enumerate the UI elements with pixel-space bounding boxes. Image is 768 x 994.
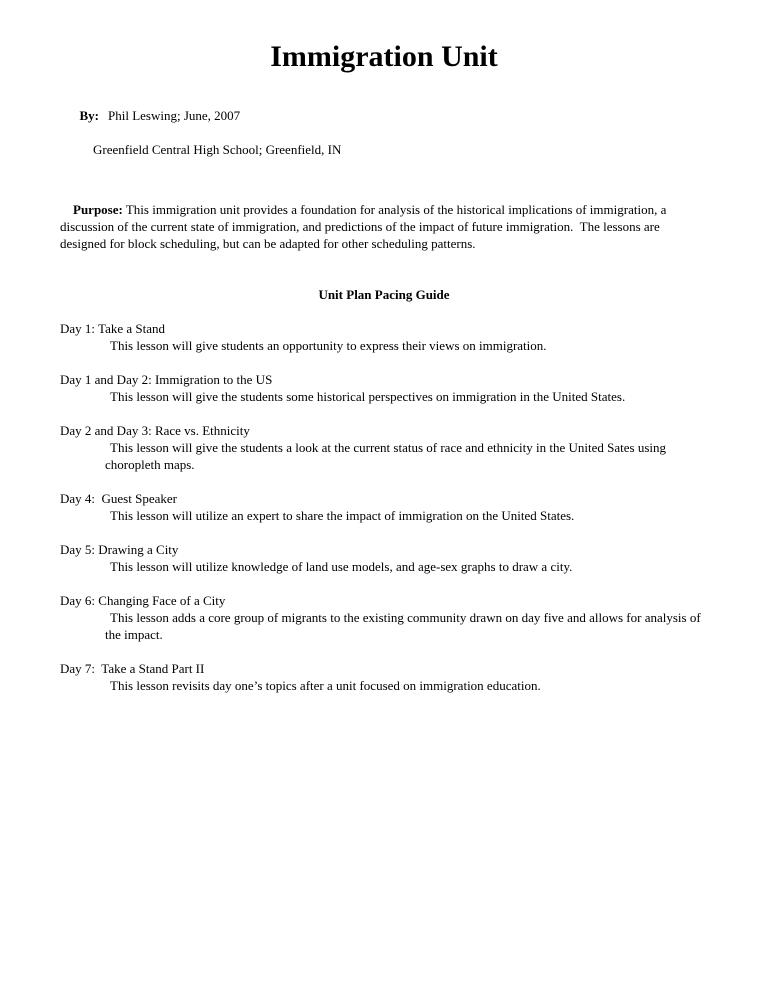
- day-block-3: [60, 422, 708, 473]
- purpose-paragraph: [60, 184, 708, 269]
- day-block-5: [60, 541, 708, 575]
- purpose-text: This immigration unit provides a foundation for analysis of the historical implications of immigration, a discussion of the current state of immigration, and predictions of the impact of future immigration. The lessons are designed for block scheduling, but can be adapted for other scheduling patterns.: [60, 202, 670, 251]
- day-block-1: [60, 320, 708, 354]
- day-description: This lesson will utilize an expert to share the impact of immigration on the United States.: [110, 508, 575, 523]
- day-block-7: [60, 660, 708, 694]
- day-heading: Day 7: Take a Stand Part II: [60, 661, 205, 676]
- day-description: This lesson revisits day one’s topics after a unit focused on immigration education.: [110, 678, 541, 693]
- day-block-4: [60, 490, 708, 524]
- day-description: This lesson will utilize knowledge of land use models, and age-sex graphs to draw a city.: [110, 559, 573, 574]
- day-heading: Day 6: Changing Face of a City: [60, 593, 226, 608]
- byline-label: By:: [79, 108, 99, 123]
- purpose-label: Purpose:: [73, 202, 123, 217]
- day-description: This lesson will give students an opportunity to express their views on immigration.: [110, 338, 547, 353]
- section-heading-pacing-guide: Unit Plan Pacing Guide: [318, 287, 450, 302]
- byline-author: Phil Leswing; June, 2007: [108, 108, 241, 123]
- byline-school-line: Greenfield Central High School; Greenfield, IN: [93, 142, 342, 157]
- day-heading: Day 5: Drawing a City: [60, 542, 179, 557]
- byline: [60, 90, 708, 158]
- day-heading: Day 1: Take a Stand: [60, 321, 165, 336]
- day-block-2: [60, 371, 708, 405]
- byline-author-line: [60, 90, 708, 141]
- day-description: This lesson adds a core group of migrants to the existing community drawn on day five and allows for analysis of the impact.: [105, 610, 704, 642]
- day-heading: Day 2 and Day 3: Race vs. Ethnicity: [60, 423, 250, 438]
- day-block-6: [60, 592, 708, 643]
- day-heading: Day 1 and Day 2: Immigration to the US: [60, 372, 273, 387]
- day-description: This lesson will give the students some historical perspectives on immigration in the United States.: [110, 389, 626, 404]
- day-heading: Day 4: Guest Speaker: [60, 491, 177, 506]
- page-title: Immigration Unit: [270, 40, 498, 73]
- day-description: This lesson will give the students a look at the current status of race and ethnicity in the United Sates using choropleth maps.: [105, 440, 670, 472]
